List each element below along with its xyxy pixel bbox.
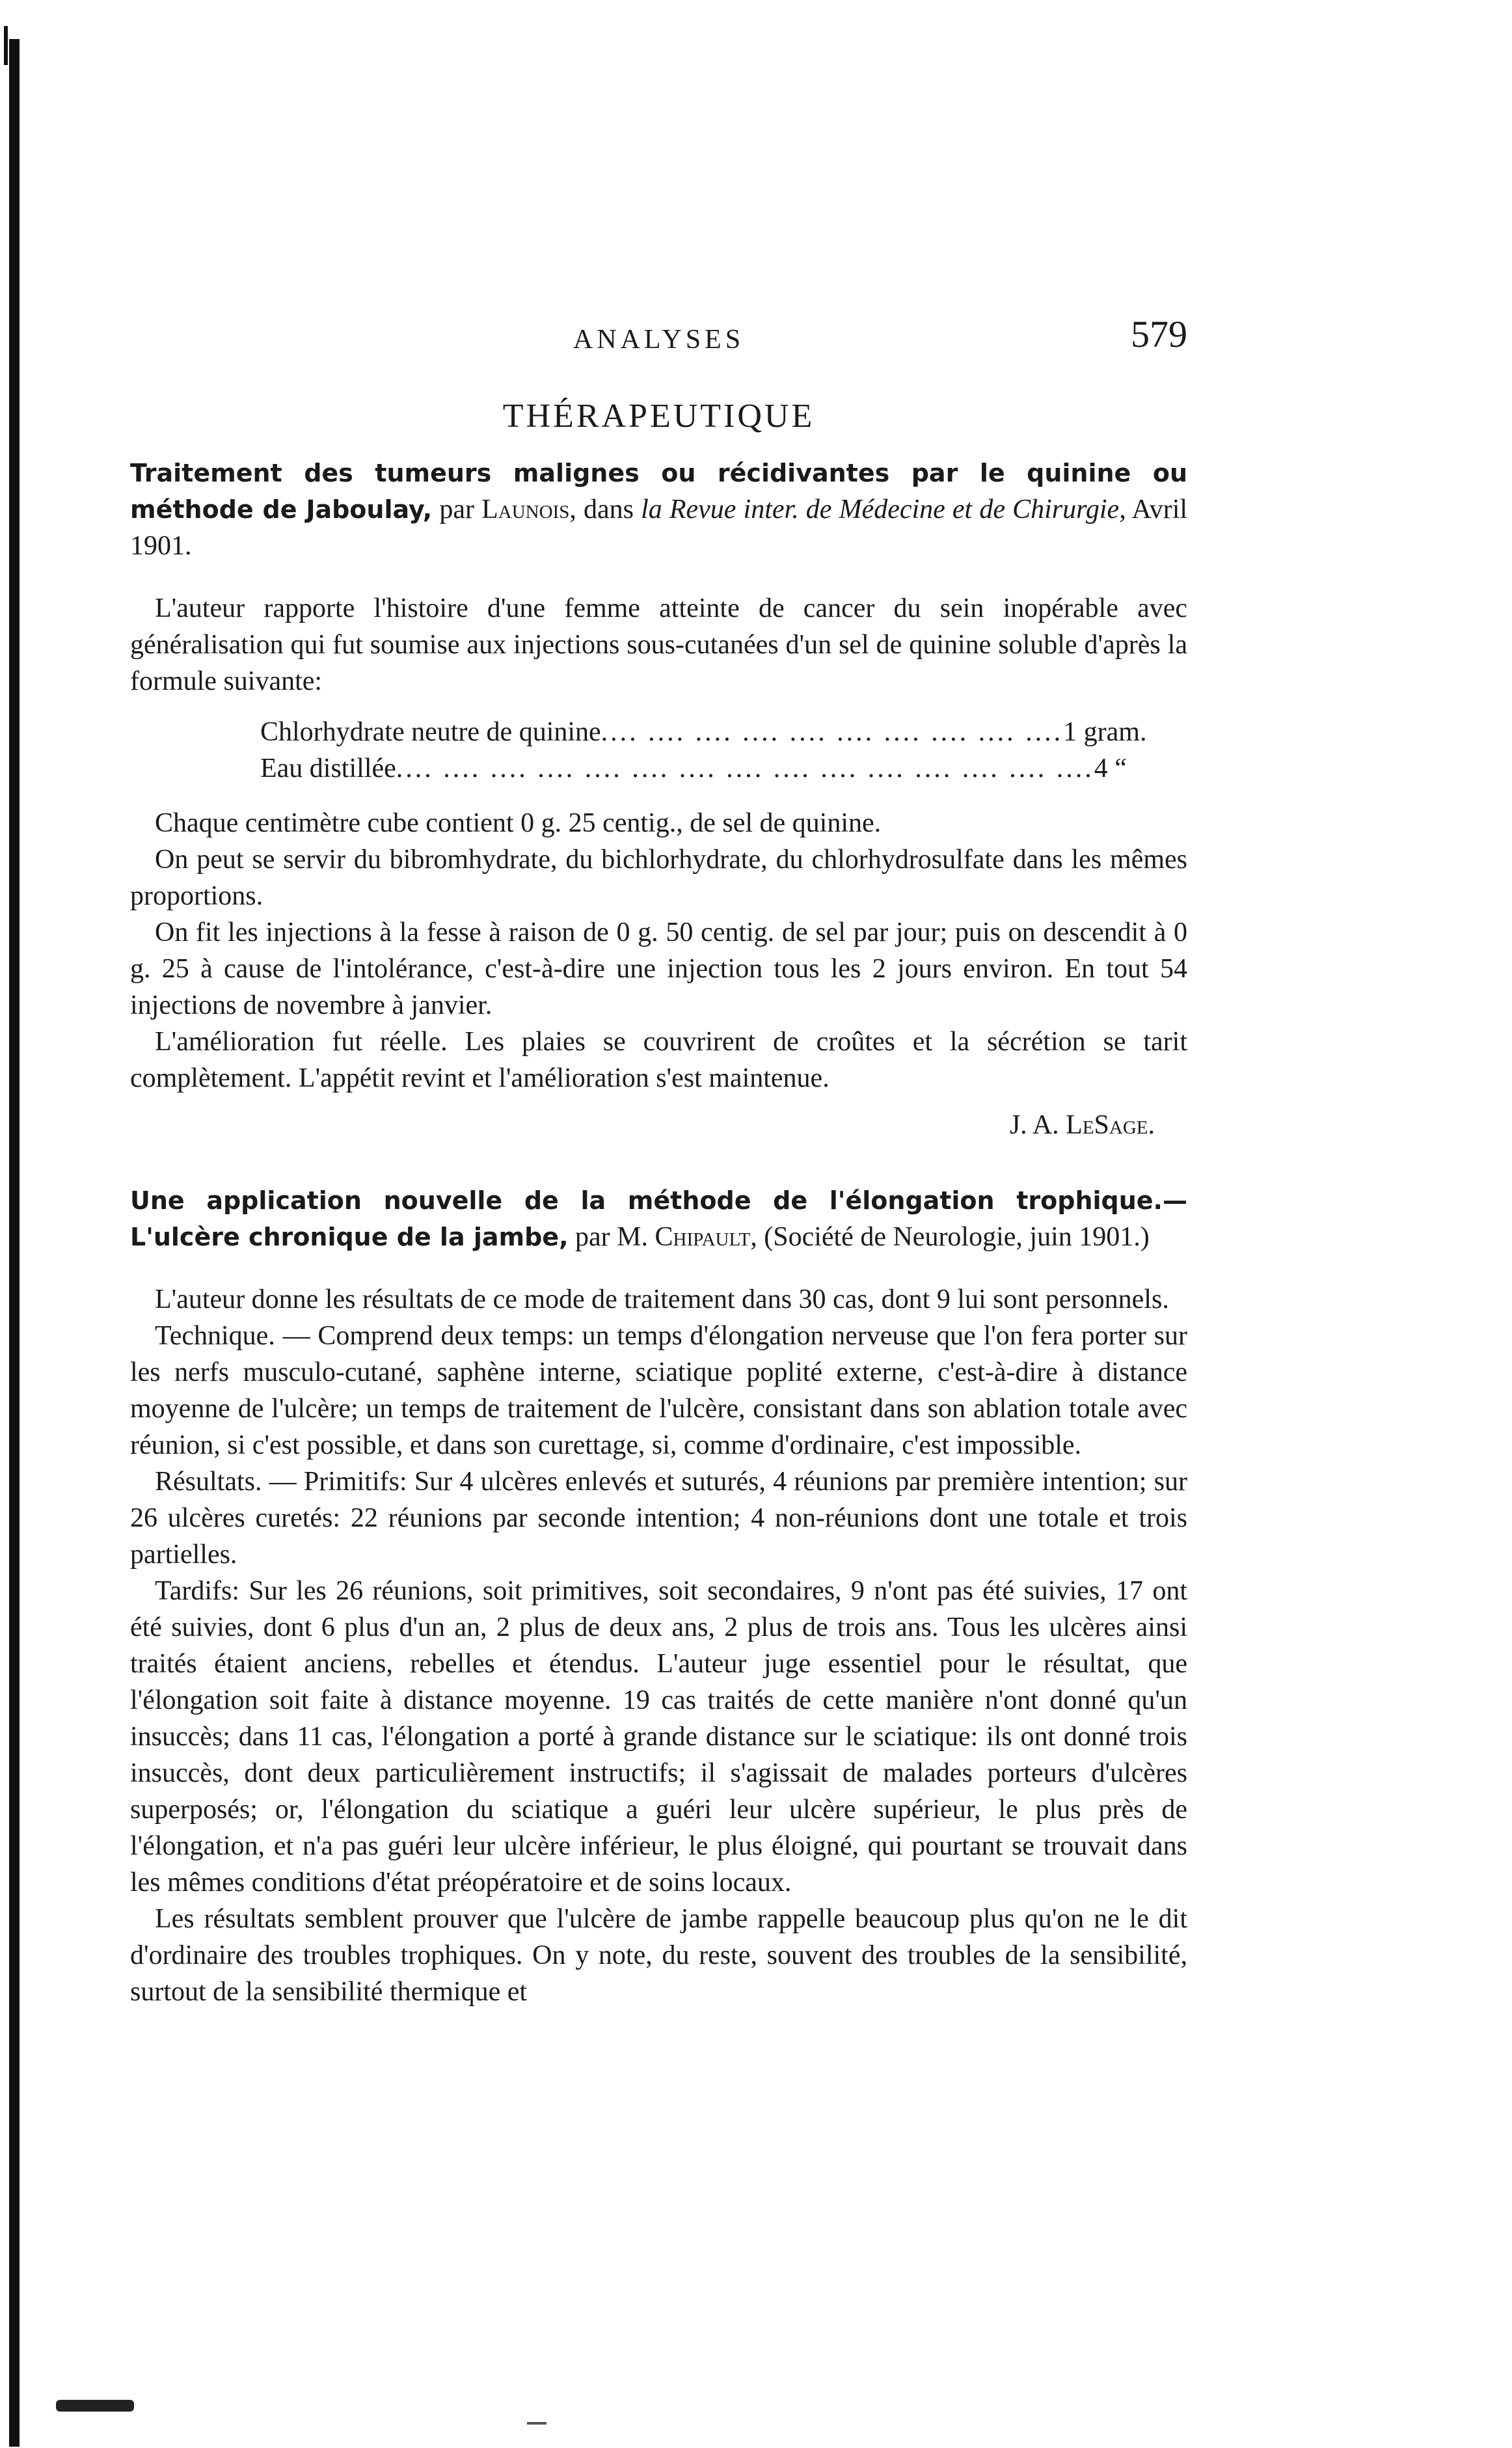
scan-binding-notch [4, 26, 8, 65]
signature-text: J. A. LeSage. [1009, 1110, 1155, 1140]
formula-quantity: 1 gram. [1063, 717, 1147, 747]
formula-ingredient: Eau distillée [260, 754, 396, 783]
formula-quantity: 4 “ [1094, 754, 1127, 783]
article-title-2 [130, 1182, 1187, 1255]
article-title-1-by: par [439, 495, 474, 524]
paragraph: On fit les injections à la fesse à raison de 0 g. 50 centig. de sel par jour; puis on descendit à 0 g. 25 à cause de l'intolérance, c'est-à-dire une injection tous les 2 jours environ. En tout 54 injections de novembre à janvier. [130, 918, 1187, 1020]
formula-line [260, 714, 1147, 750]
running-title: ANALYSES [573, 325, 745, 355]
formula-block [260, 714, 1187, 787]
article-source-2: , (Société de Neurologie, juin 1901.) [750, 1222, 1150, 1252]
scan-smudge [56, 2400, 134, 2412]
article-title-2-bold: Une application nouvelle de la méthode de l'élongation trophique.—L'ulcère chronique de la jambe, [130, 1186, 1187, 1251]
article-author-1: Launois [481, 495, 570, 524]
paragraph: L'auteur donne les résultats de ce mode de traitement dans 30 cas, dont 9 lui sont personnels. [155, 1285, 1169, 1314]
scan-binding-edge [9, 39, 20, 2447]
formula-line [260, 750, 1127, 787]
article-date-1: Avril 1901. [130, 495, 1188, 561]
paragraph: Tardifs: Sur les 26 réunions, soit primitives, soit secondaires, 9 n'ont pas été suivies, 17 ont été suivies, dont 6 plus d'un an, 2 plus de deux ans, 2 plus de trois ans. Tous les ulcères ainsi traités étaient anciens, rebelles et étendus. L'auteur juge essentiel pour le résultat, que l'élongation soit faite à distance moyenne. 19 cas traités de cette manière n'ont donné qu'un insuccès; dans 11 cas, l'élongation a porté à grande distance sur le sciatique: ils ont donné trois insuccès, dont deux particulièrement instructifs; il s'agissait de malades porteurs d'ulcères superposés; or, l'élongation du sciatique a guéri leur ulcère supérieur, le plus près de l'élongation, et n'a pas guéri leur ulcère inférieur, le plus éloigné, qui pourtant se trouvait dans les mêmes conditions d'état préopératoire et de soins locaux. [130, 1576, 1187, 1897]
formula-leader-dots: .... .... .... .... .... .... .... .... .... .... .... .... .... .... .... [396, 754, 1094, 783]
paragraph: L'amélioration fut réelle. Les plaies se couvrirent de croûtes et la sécrétion se tarit complètement. L'appétit revint et l'amélioration s'est maintenue. [130, 1027, 1187, 1093]
running-head [130, 312, 1187, 364]
section-title: THÉRAPEUTIQUE [502, 398, 815, 435]
paragraph: Chaque centimètre cube contient 0 g. 25 centig., de sel de quinine. [155, 808, 882, 838]
formula-ingredient: Chlorhydrate neutre de quinine [260, 717, 601, 747]
article-journal-1: la Revue inter. de Médecine et de Chirurgie, [641, 495, 1126, 524]
formula-leader-dots: .... .... .... .... .... .... .... .... .... .... [601, 717, 1064, 747]
paragraph: Résultats. — Primitifs: Sur 4 ulcères enlevés et suturés, 4 réunions par première intention; sur 26 ulcères curetés: 22 réunions par seconde intention; 4 non-réunions dont une totale et trois partielles. [130, 1467, 1187, 1570]
paragraph: On peut se servir du bibromhydrate, du bichlorhydrate, du chlorhydrosulfate dans les mêmes proportions. [130, 845, 1187, 911]
signature [130, 1107, 1155, 1143]
article-title-1-in: , dans [569, 495, 634, 524]
paragraph: Technique. — Comprend deux temps: un temps d'élongation nerveuse que l'on fera porter sur les nerfs musculo-cutané, saphène interne, sciatique poplité externe, c'est-à-dire à distance moyenne de l'ulcère; un temps de traitement de l'ulcère, consistant dans son ablation totale avec réunion, si c'est possible, et dans son curettage, si, comme d'ordinaire, c'est impossible. [130, 1321, 1187, 1460]
paragraph: Les résultats semblent prouver que l'ulcère de jambe rappelle beaucoup plus qu'on ne le dit d'ordinaire des troubles trophiques. On y note, du reste, souvent des troubles de la sensibilité, surtout de la sensibilité thermique et [130, 1904, 1187, 2007]
scan-mark [527, 2422, 547, 2425]
article-title-2-by: par M. [575, 1222, 648, 1252]
page-content [130, 312, 1187, 2010]
page-number: 579 [1131, 313, 1187, 355]
article-title-1 [130, 455, 1187, 564]
article-title-1-bold: Traitement des tumeurs malignes ou récidivantes par le quinine ou méthode de Jaboulay, [130, 459, 1187, 524]
article-author-2: Chipault [655, 1222, 751, 1252]
paragraph: L'auteur rapporte l'histoire d'une femme atteinte de cancer du sein inopérable avec généralisation qui fut soumise aux injections sous-cutanées d'un sel de quinine soluble d'après la formule suivante: [130, 593, 1187, 696]
